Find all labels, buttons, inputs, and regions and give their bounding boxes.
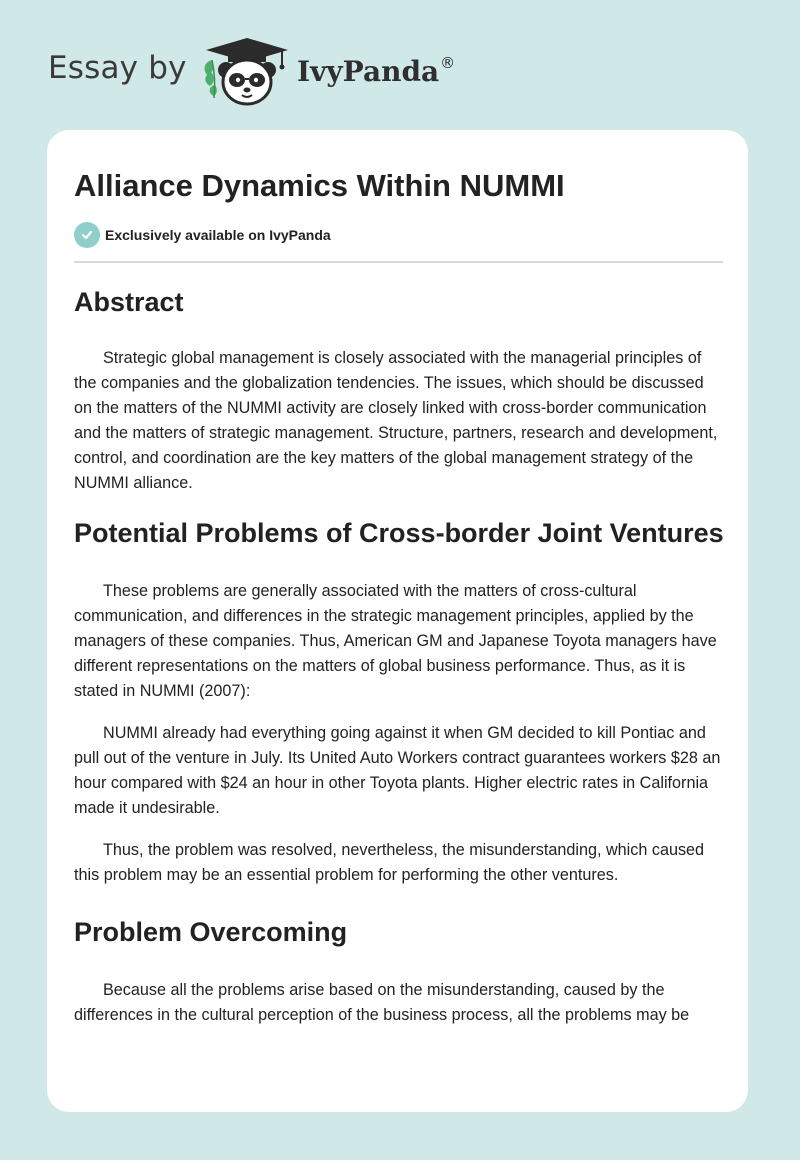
site-header	[48, 36, 568, 108]
ivypanda-logo-icon[interactable]	[202, 36, 292, 108]
brand-name[interactable]: IvyPanda®	[297, 54, 456, 88]
abstract-paragraph: Strategic global management is closely associated with the managerial principles of the companies and the globalization tendencies. The issues, which should be discussed on the matters of the NUMMI activity are closely linked with cross-border communication and the matters of strategic management. Structure, partners, research and development, control, and coordination are the key matters of the global management strategy of the NUMMI alliance.	[74, 349, 718, 492]
section-heading-abstract: Abstract	[74, 287, 184, 317]
check-icon	[74, 222, 100, 248]
registered-mark: ®	[440, 54, 456, 72]
essay-body	[74, 282, 724, 1028]
problems-paragraph-3: Thus, the problem was resolved, nevertheless, the misunderstanding, which caused this problem may be an essential problem for performing the other ventures.	[74, 841, 705, 884]
problems-paragraph-1: These problems are generally associated with the matters of cross-cultural communication, and differences in the strategic management principles, applied by the managers of these companies. Thus, American GM and Japanese Toyota managers have different representations on the matters of global business performance. Thus, as it is stated in NUMMI (2007):	[74, 582, 717, 700]
page-title: Alliance Dynamics Within NUMMI	[74, 168, 565, 203]
essay-card	[47, 130, 748, 1112]
exclusive-badge-text: Exclusively available on IvyPanda	[105, 227, 331, 243]
divider	[74, 261, 723, 263]
exclusive-badge	[74, 222, 331, 248]
essay-by-label: Essay by	[48, 50, 187, 86]
section-heading-problem-overcoming: Problem Overcoming	[74, 917, 348, 947]
problems-quote-paragraph: NUMMI already had everything going against it when GM decided to kill Pontiac and pull out of the venture in July. Its United Auto Workers contract guarantees workers $28 an hour compared with $24 an hour in other Toyota plants. Higher electric rates in California made it undesirable.	[74, 724, 721, 817]
section-heading-potential-problems: Potential Problems of Cross-border Joint Ventures	[74, 518, 724, 548]
overcoming-paragraph: Because all the problems arise based on the misunderstanding, caused by the differences in the cultural perception of the business process, all the problems may be	[74, 981, 690, 1024]
